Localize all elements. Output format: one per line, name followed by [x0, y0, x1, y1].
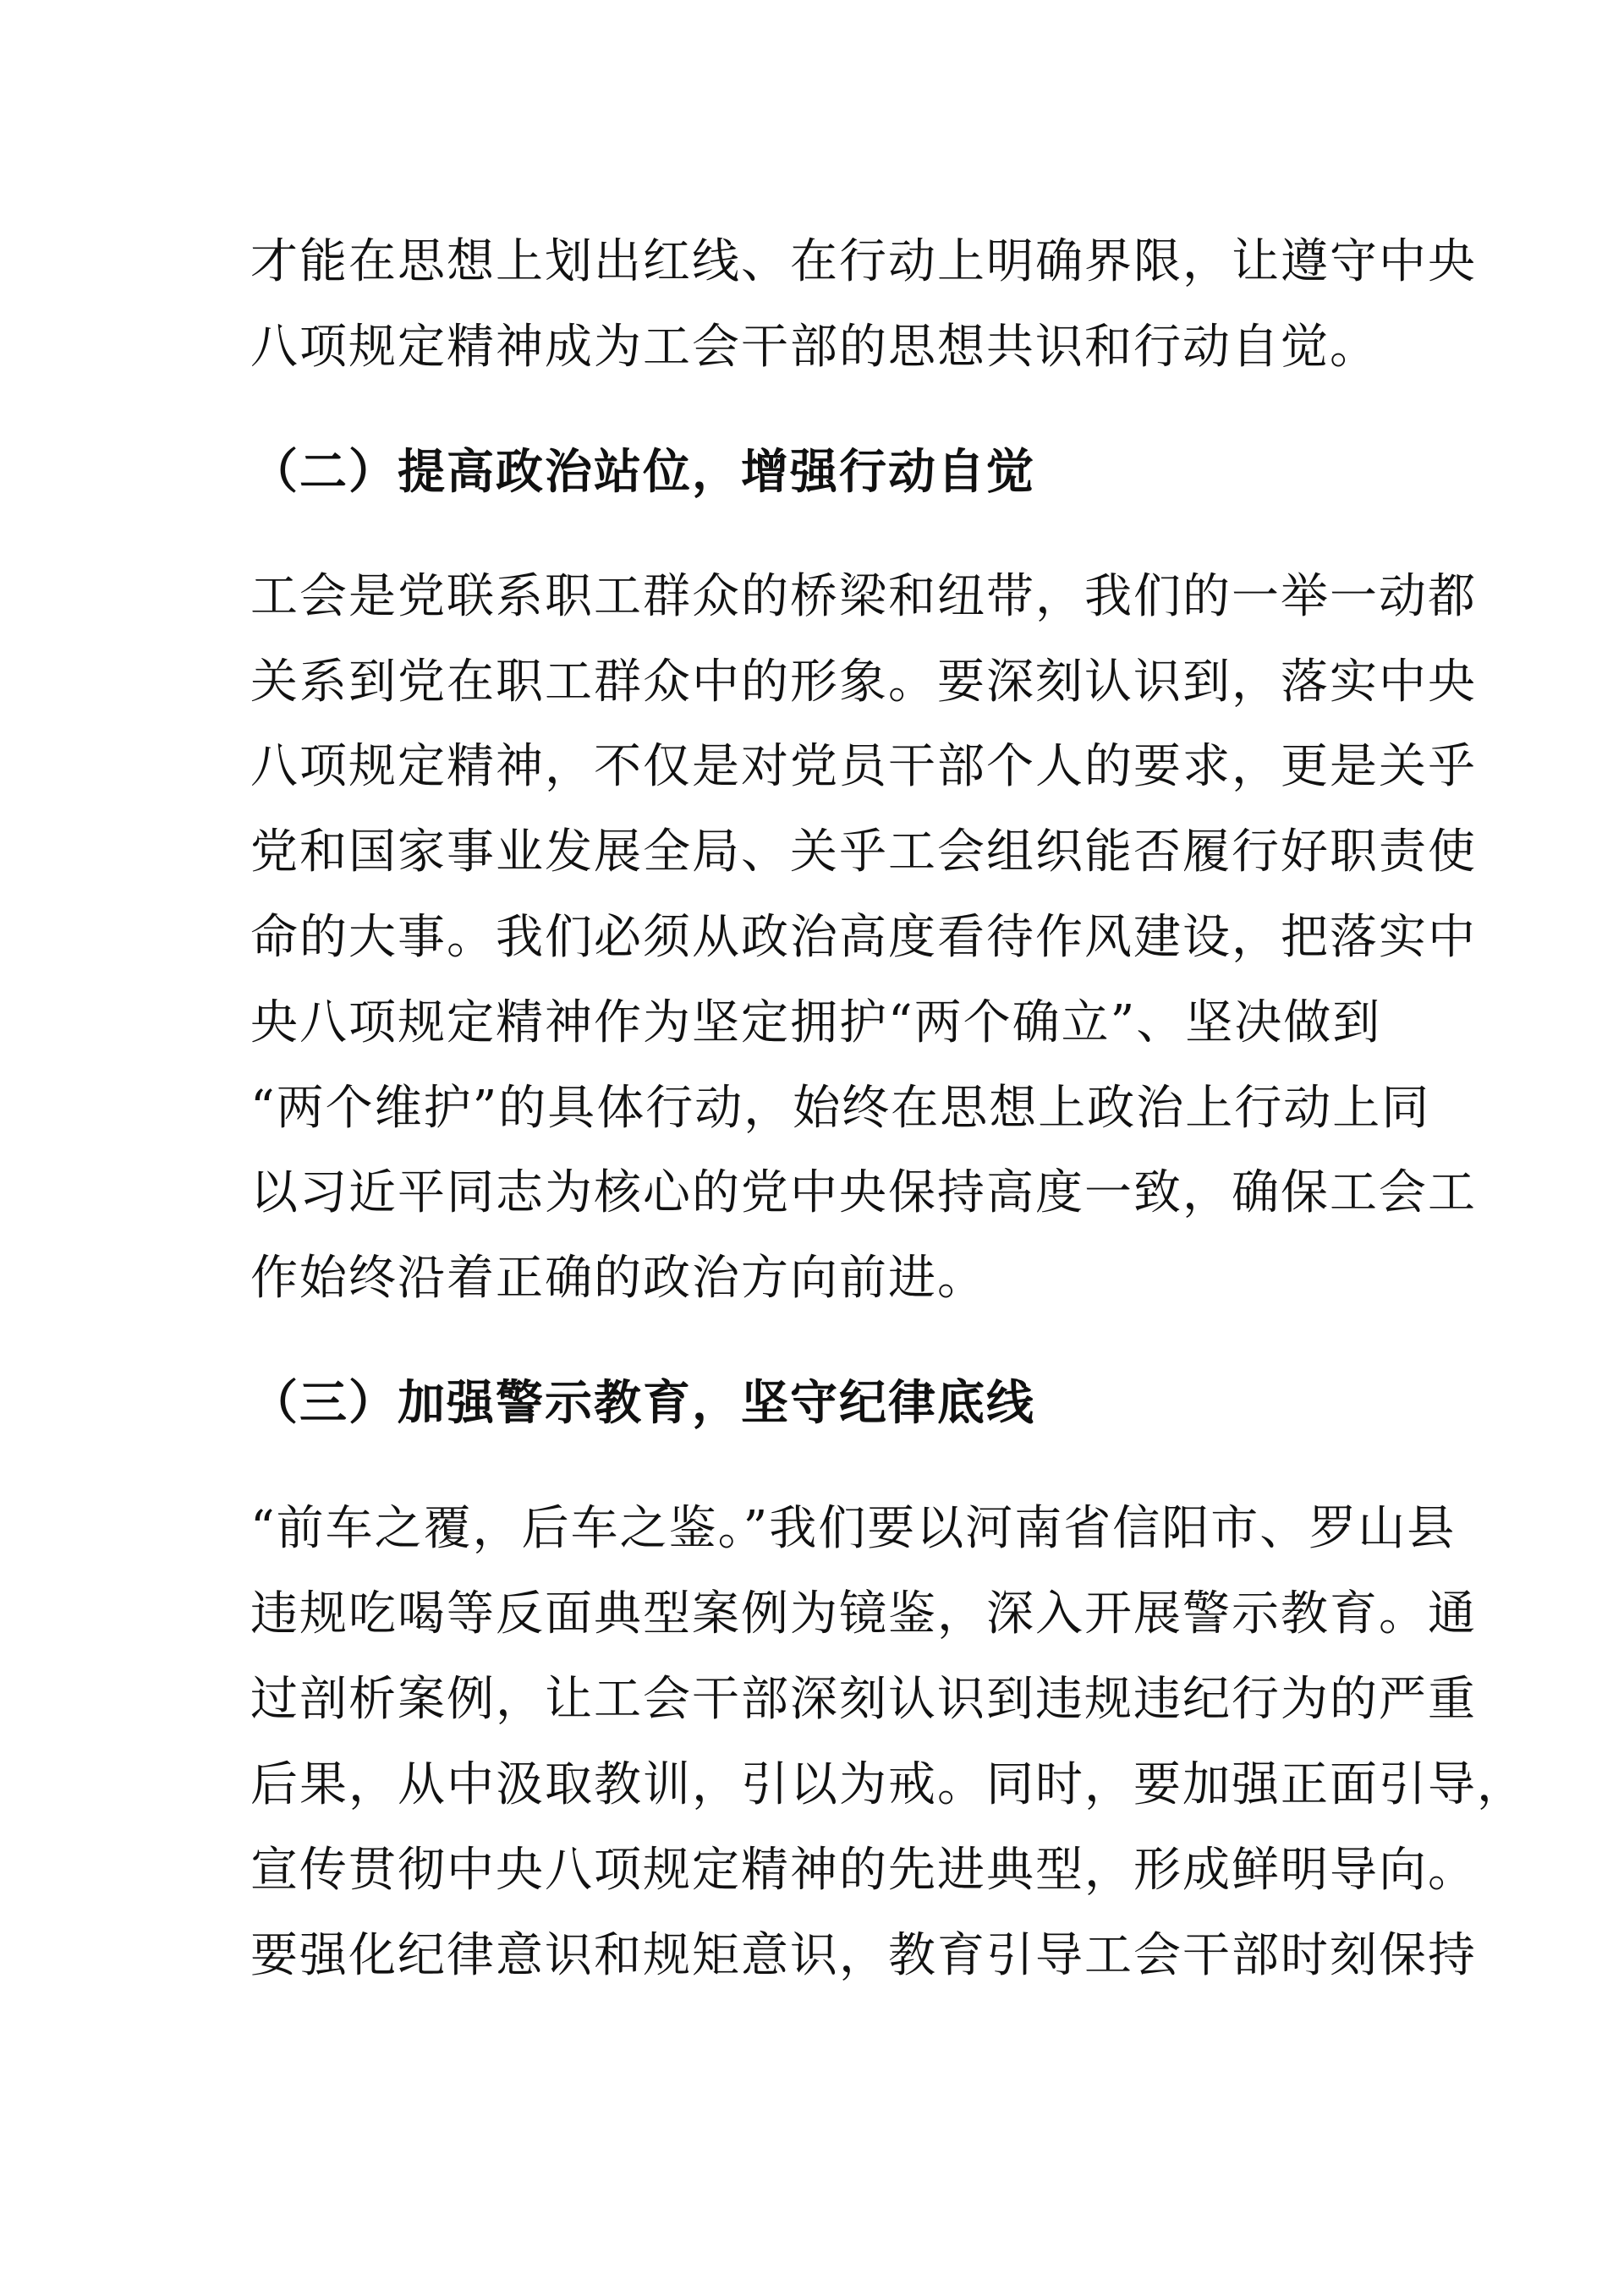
paragraph-2-line-7: “两个维护”的具体行动，始终在思想上政治上行动上同: [250, 1081, 1431, 1136]
paragraph-2-line-1: 工会是党联系职工群众的桥梁和纽带，我们的一举一动都: [250, 569, 1477, 624]
paragraph-2-line-4: 党和国家事业发展全局、关乎工会组织能否履行好职责使: [250, 825, 1477, 879]
paragraph-2-line-9: 作始终沿着正确的政治方向前进。: [250, 1251, 986, 1306]
paragraph-2-line-6: 央八项规定精神作为坚定拥护“两个确立”、坚决做到: [250, 995, 1382, 1050]
paragraph-2-line-2: 关系到党在职工群众中的形象。要深刻认识到，落实中央: [250, 655, 1477, 710]
paragraph-2-line-5: 命的大事。我们必须从政治高度看待作风建设，把落实中: [250, 910, 1477, 965]
section-heading-3: （三）加强警示教育，坚守纪律底线: [250, 1376, 1035, 1431]
section-heading-2: （二）提高政治站位，增强行动自觉: [250, 445, 1035, 500]
paragraph-1-line-2: 八项规定精神成为工会干部的思想共识和行动自觉。: [250, 320, 1379, 375]
paragraph-3-line-6: 要强化纪律意识和规矩意识，教育引导工会干部时刻保持: [250, 1928, 1477, 1983]
paragraph-1-line-1: 才能在思想上划出红线、在行动上明确界限，让遵守中央: [250, 234, 1477, 289]
paragraph-3-line-5: 宣传贯彻中央八项规定精神的先进典型，形成鲜明导向。: [250, 1843, 1477, 1898]
paragraph-3-line-3: 过剖析案例，让工会干部深刻认识到违规违纪行为的严重: [250, 1672, 1477, 1727]
paragraph-3-line-1: “前车之覆，后车之鉴。”我们要以河南省信阳市、罗山县: [250, 1501, 1457, 1556]
paragraph-3-line-4: 后果，从中汲取教训，引以为戒。同时，要加强正面引导，: [250, 1757, 1526, 1812]
paragraph-2-line-8: 以习近平同志为核心的党中央保持高度一致，确保工会工: [250, 1165, 1477, 1220]
paragraph-2-line-3: 八项规定精神，不仅是对党员干部个人的要求，更是关乎: [250, 739, 1477, 794]
paragraph-3-line-2: 违规吃喝等反面典型案例为镜鉴，深入开展警示教育。通: [250, 1586, 1477, 1641]
